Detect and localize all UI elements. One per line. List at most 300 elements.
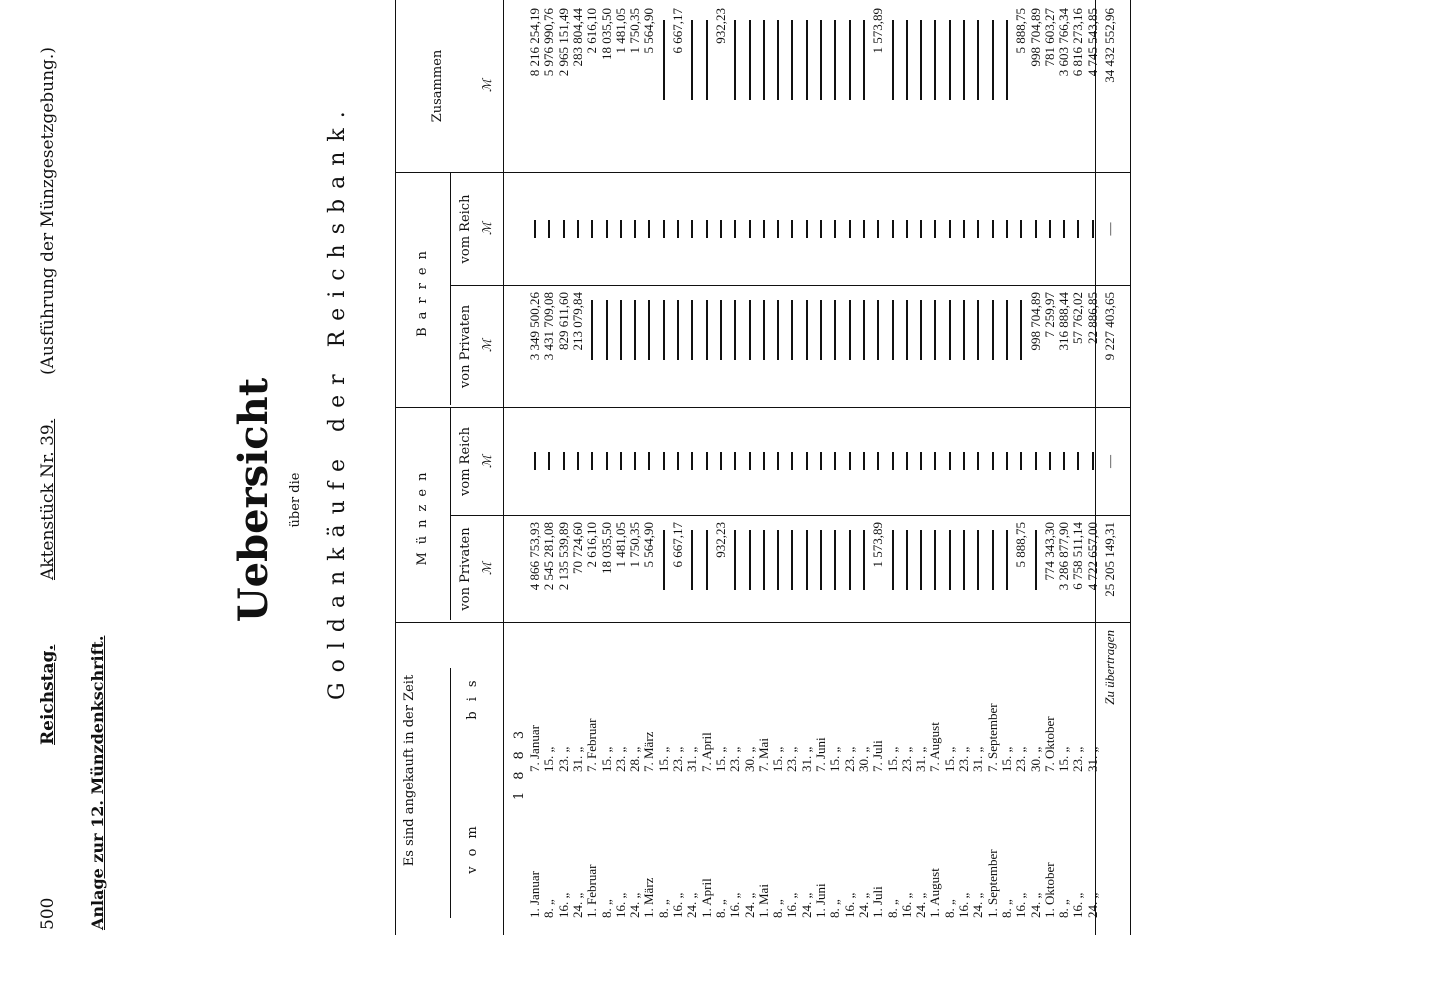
dash-mark xyxy=(992,20,994,100)
cell-zusammen xyxy=(986,8,1000,172)
dash-mark xyxy=(920,20,922,100)
table-row xyxy=(585,0,599,1000)
cell-muenzen-reich xyxy=(1014,408,1028,515)
cell-vom: 1. April xyxy=(698,878,714,918)
dash-mark xyxy=(934,20,936,100)
cell-vom: 1. September xyxy=(984,849,1000,918)
dash-mark xyxy=(591,300,593,360)
cell-bis: 23. „ xyxy=(784,746,800,772)
dash-mark xyxy=(906,220,908,238)
table-row xyxy=(1029,0,1043,1000)
cell-muenzen-reich xyxy=(757,408,771,515)
cell-barren-privaten xyxy=(957,292,971,407)
dash-mark xyxy=(777,20,779,100)
cell-bis: 7. Mai xyxy=(755,738,771,772)
cell-muenzen-reich xyxy=(1057,408,1071,515)
dash-mark xyxy=(734,530,736,590)
cell-barren-privaten xyxy=(642,292,656,407)
dash-mark xyxy=(1077,220,1079,238)
cell-vom: 8. „ xyxy=(541,899,557,918)
dash-mark xyxy=(863,300,865,360)
cell-bis: 23. „ xyxy=(841,746,857,772)
dash-mark xyxy=(1006,300,1008,360)
cell-vom: 24. „ xyxy=(1084,892,1100,918)
cell-muenzen-privaten: 2 545 281,08 xyxy=(541,522,557,591)
cell-bis: 15. „ xyxy=(827,746,843,772)
zusammen-header: Zusammen xyxy=(430,49,445,123)
bis-header: bis xyxy=(465,670,480,720)
cell-barren-reich xyxy=(886,173,900,285)
dash-mark xyxy=(892,220,894,238)
cell-bis: 23. „ xyxy=(956,746,971,772)
table-row xyxy=(728,0,742,1000)
cell-muenzen-reich xyxy=(1071,408,1085,515)
cell-bis: 15. „ xyxy=(655,746,671,772)
table-row xyxy=(1014,0,1028,1000)
dash-mark xyxy=(834,20,836,100)
table-row xyxy=(900,0,914,1000)
cell-muenzen-privaten xyxy=(757,522,771,622)
dash-mark xyxy=(834,300,836,360)
dash-mark xyxy=(1035,220,1037,238)
dash-mark xyxy=(877,452,879,470)
cell-zusammen xyxy=(1000,8,1014,172)
cell-muenzen-privaten: 1 750,35 xyxy=(627,522,643,568)
cell-muenzen-reich xyxy=(642,408,656,515)
cell-bis: 23. „ xyxy=(1013,746,1029,772)
cell-bis: 23. „ xyxy=(555,746,571,772)
cell-zusammen: 283 804,44 xyxy=(569,8,585,67)
dash-mark xyxy=(934,220,936,238)
cell-barren-privaten xyxy=(914,292,928,407)
dash-mark xyxy=(992,300,994,360)
cell-muenzen-privaten xyxy=(771,522,785,622)
dash-mark xyxy=(763,452,765,470)
dash-mark xyxy=(963,530,965,590)
cell-vom: 8. „ xyxy=(941,899,957,918)
cell-vom: 16. „ xyxy=(841,892,857,918)
table-row xyxy=(1071,0,1085,1000)
cell-barren-reich xyxy=(843,173,857,285)
dash-mark xyxy=(1035,452,1037,470)
dash-mark xyxy=(934,530,936,590)
cell-barren-privaten xyxy=(900,292,914,407)
cell-barren-reich xyxy=(557,173,571,285)
dash-mark xyxy=(791,452,793,470)
dash-mark xyxy=(806,300,808,360)
page-title: Uebersicht xyxy=(230,377,277,623)
muenzen-privaten-header: von Privaten xyxy=(458,527,473,611)
cell-bis: 31. „ xyxy=(913,746,929,772)
cell-zusammen: 4 745 543,85 xyxy=(1084,8,1100,77)
dash-mark xyxy=(1063,220,1065,238)
cell-bis: 7. Juni xyxy=(813,737,828,772)
digitization-note xyxy=(1412,0,1432,1000)
dash-mark xyxy=(591,452,593,470)
cell-barren-privaten xyxy=(585,292,599,407)
cell-barren-privaten xyxy=(986,292,1000,407)
dash-mark xyxy=(606,300,608,360)
cell-muenzen-reich xyxy=(1029,408,1043,515)
table-row xyxy=(928,0,942,1000)
table-row xyxy=(1086,0,1100,1000)
table-row xyxy=(785,0,799,1000)
table-row xyxy=(642,0,656,1000)
cell-zusammen: 6 816 273,16 xyxy=(1070,8,1086,77)
cell-bis: 7. März xyxy=(641,731,657,772)
dash-mark xyxy=(563,452,565,470)
cell-barren-reich xyxy=(800,173,814,285)
cell-bis: 7. April xyxy=(698,732,714,772)
dash-mark xyxy=(777,220,779,238)
cell-muenzen-reich xyxy=(585,408,599,515)
cell-muenzen-privaten xyxy=(900,522,914,622)
cell-muenzen-privaten: 1 481,05 xyxy=(612,522,628,568)
cell-vom: 24. „ xyxy=(627,892,643,918)
cell-zusammen xyxy=(886,8,900,172)
cell-muenzen-reich xyxy=(814,408,828,515)
cell-zusammen xyxy=(857,8,871,172)
cell-muenzen-privaten: 1 573,89 xyxy=(870,522,886,568)
table-row xyxy=(685,0,699,1000)
cell-barren-privaten xyxy=(757,292,771,407)
dash-mark xyxy=(820,452,822,470)
cell-barren-privaten xyxy=(928,292,942,407)
dash-mark xyxy=(720,452,722,470)
table-row xyxy=(943,0,957,1000)
cell-barren-privaten xyxy=(600,292,614,407)
cell-zusammen xyxy=(943,8,957,172)
cell-vom: 16. „ xyxy=(670,892,685,918)
dash-mark xyxy=(620,452,622,470)
cell-barren-reich xyxy=(528,173,542,285)
cell-barren-reich xyxy=(671,173,685,285)
cell-vom: 16. „ xyxy=(727,892,743,918)
dash-mark xyxy=(906,452,908,470)
dash-mark xyxy=(920,452,922,470)
dash-mark xyxy=(849,530,851,590)
cell-barren-privaten: 213 079,84 xyxy=(569,292,585,351)
cell-barren-privaten: 3 431 709,08 xyxy=(541,292,557,361)
cell-barren-privaten xyxy=(971,292,985,407)
dash-mark xyxy=(977,300,979,360)
cell-zusammen: 2 616,10 xyxy=(584,8,600,54)
cell-muenzen-privaten xyxy=(743,522,757,622)
cell-zusammen: 18 035,50 xyxy=(598,8,614,60)
cell-barren-reich xyxy=(928,173,942,285)
header-subject: (Ausführung der Münzgesetzgebung.) xyxy=(38,47,58,375)
table-row xyxy=(657,0,671,1000)
cell-barren-privaten: 998 704,89 xyxy=(1027,292,1043,351)
dash-mark xyxy=(749,300,751,360)
cell-muenzen-reich xyxy=(614,408,628,515)
cell-bis: 7. Januar xyxy=(527,725,542,772)
dash-mark xyxy=(920,300,922,360)
table-row xyxy=(557,0,571,1000)
dash-mark xyxy=(663,530,665,590)
cell-bis: 15. „ xyxy=(1056,746,1072,772)
cell-zusammen: 5 976 990,76 xyxy=(541,8,557,77)
dash-mark xyxy=(677,220,679,238)
dash-mark xyxy=(863,452,865,470)
dash-mark xyxy=(663,300,665,360)
table-row xyxy=(714,0,728,1000)
cell-muenzen-reich xyxy=(700,408,714,515)
header-reichstag: Reichstag. xyxy=(38,644,58,745)
cell-muenzen-reich xyxy=(771,408,785,515)
table-row xyxy=(914,0,928,1000)
dash-mark xyxy=(663,220,665,238)
dash-mark xyxy=(663,452,665,470)
dash-mark xyxy=(892,452,894,470)
cell-muenzen-privaten xyxy=(857,522,871,622)
table-row xyxy=(771,0,785,1000)
muenzen-reich-header: vom Reich xyxy=(458,427,473,496)
dash-mark xyxy=(892,530,894,590)
table-row xyxy=(971,0,985,1000)
cell-barren-reich xyxy=(685,173,699,285)
cell-muenzen-reich xyxy=(657,408,671,515)
cell-barren-reich xyxy=(642,173,656,285)
cell-muenzen-reich xyxy=(728,408,742,515)
cell-bis: 15. „ xyxy=(770,746,786,772)
dash-mark xyxy=(591,220,593,238)
dash-mark xyxy=(834,452,836,470)
dash-mark xyxy=(863,220,865,238)
cell-bis: 28. „ xyxy=(627,746,643,772)
dash-mark xyxy=(677,300,679,360)
cell-zusammen: 998 704,89 xyxy=(1027,8,1043,67)
cell-zusammen: 3 603 766,34 xyxy=(1056,8,1072,77)
cell-muenzen-privaten: 70 724,60 xyxy=(569,522,585,574)
cell-zusammen xyxy=(657,8,671,172)
anlage-heading: Anlage zur 12. Münzdenkschrift. xyxy=(88,635,107,930)
cell-barren-reich xyxy=(857,173,871,285)
dash-mark xyxy=(734,452,736,470)
cell-vom: 8. „ xyxy=(884,899,900,918)
dash-mark xyxy=(777,530,779,590)
title-ueber: über die xyxy=(288,472,303,528)
cell-barren-privaten: 22 886,85 xyxy=(1084,292,1100,344)
dash-mark xyxy=(648,300,650,360)
dash-mark xyxy=(706,20,708,100)
cell-barren-privaten xyxy=(857,292,871,407)
period-header: Es sind angekauft in der Zeit xyxy=(402,674,417,867)
dash-mark xyxy=(949,300,951,360)
cell-bis: 7. September xyxy=(984,703,1000,772)
dash-mark xyxy=(1006,20,1008,100)
cell-bis: 30. „ xyxy=(855,746,871,772)
cell-barren-reich xyxy=(700,173,714,285)
cell-vom: 24. „ xyxy=(741,892,757,918)
dash-mark xyxy=(992,530,994,590)
dash-mark xyxy=(992,452,994,470)
dash-mark xyxy=(1077,452,1079,470)
cell-zusammen xyxy=(928,8,942,172)
cell-bis: 15. „ xyxy=(998,746,1014,772)
cell-vom: 8. „ xyxy=(770,899,786,918)
cell-muenzen-privaten xyxy=(1000,522,1014,622)
dash-mark xyxy=(1035,530,1037,590)
dash-mark xyxy=(763,20,765,100)
unit-mark: ℳ xyxy=(480,339,494,352)
cell-barren-reich xyxy=(957,173,971,285)
cell-barren-reich xyxy=(714,173,728,285)
cell-muenzen-privaten xyxy=(800,522,814,622)
cell-vom: 8. „ xyxy=(712,899,728,918)
cell-muenzen-reich xyxy=(685,408,699,515)
dash-mark xyxy=(1020,300,1022,360)
cell-zusammen: 5 564,90 xyxy=(641,8,657,54)
dash-mark xyxy=(691,452,693,470)
cell-zusammen: 2 965 151,49 xyxy=(555,8,571,77)
cell-barren-reich xyxy=(585,173,599,285)
table-row xyxy=(628,0,642,1000)
cell-vom: 16. „ xyxy=(1070,892,1086,918)
table-row xyxy=(743,0,757,1000)
cell-muenzen-reich xyxy=(1000,408,1014,515)
cell-bis: 31. „ xyxy=(684,746,700,772)
cell-muenzen-privaten xyxy=(886,522,900,622)
year-label: 1883 xyxy=(512,718,527,800)
cell-muenzen-reich xyxy=(1043,408,1057,515)
dash-mark xyxy=(920,530,922,590)
cell-muenzen-reich xyxy=(943,408,957,515)
cell-muenzen-privaten: 2 616,10 xyxy=(584,522,600,568)
dash-mark xyxy=(820,530,822,590)
cell-muenzen-reich xyxy=(743,408,757,515)
dash-mark xyxy=(863,20,865,100)
barren-header: Barren xyxy=(415,243,430,337)
dash-mark xyxy=(877,300,879,360)
table-row xyxy=(1057,0,1071,1000)
cell-barren-privaten xyxy=(785,292,799,407)
table-row xyxy=(886,0,900,1000)
cell-bis: 31. „ xyxy=(798,746,814,772)
dash-mark xyxy=(691,300,693,360)
cell-muenzen-privaten xyxy=(843,522,857,622)
dash-mark xyxy=(1092,452,1094,470)
cell-muenzen-reich xyxy=(671,408,685,515)
dash-mark xyxy=(1020,452,1022,470)
table-row xyxy=(757,0,771,1000)
dash-mark xyxy=(834,220,836,238)
cell-zusammen: 781 603,27 xyxy=(1041,8,1057,67)
cell-muenzen-privaten: 3 286 877,90 xyxy=(1056,522,1072,591)
dash-mark xyxy=(892,20,894,100)
dash-mark xyxy=(634,452,636,470)
cell-muenzen-reich xyxy=(986,408,1000,515)
dash-mark xyxy=(663,20,665,100)
dash-mark xyxy=(963,300,965,360)
cell-bis: 7. Februar xyxy=(584,718,600,772)
dash-mark xyxy=(963,452,965,470)
dash-mark xyxy=(677,452,679,470)
dash-mark xyxy=(934,300,936,360)
dash-mark xyxy=(906,300,908,360)
cell-barren-privaten xyxy=(886,292,900,407)
cell-barren-privaten: 829 611,60 xyxy=(555,292,571,351)
cell-muenzen-reich xyxy=(971,408,985,515)
cell-muenzen-privaten xyxy=(914,522,928,622)
table-row xyxy=(800,0,814,1000)
dash-mark xyxy=(1063,452,1065,470)
dash-mark xyxy=(648,220,650,238)
dash-mark xyxy=(691,530,693,590)
cell-barren-privaten xyxy=(814,292,828,407)
totals-zusammen: 34 432 552,96 xyxy=(1102,8,1117,83)
dash-mark xyxy=(706,452,708,470)
table-row xyxy=(857,0,871,1000)
dash-mark xyxy=(877,220,879,238)
cell-vom: 24. „ xyxy=(913,892,929,918)
cell-muenzen-privaten xyxy=(928,522,942,622)
cell-bis: 15. „ xyxy=(941,746,957,772)
cell-barren-reich xyxy=(1086,173,1100,285)
header-aktenstueck: Aktenstück Nr. 39. xyxy=(38,418,58,580)
dash-mark xyxy=(806,452,808,470)
dash-mark xyxy=(949,452,951,470)
dash-mark xyxy=(548,220,550,238)
cell-zusammen: 1 573,89 xyxy=(870,8,886,54)
cell-muenzen-privaten xyxy=(1029,522,1043,622)
dash-mark xyxy=(963,20,965,100)
table-row xyxy=(986,0,1000,1000)
cell-barren-privaten xyxy=(1000,292,1014,407)
cell-barren-reich xyxy=(743,173,757,285)
cell-zusammen: 6 667,17 xyxy=(670,8,685,54)
cell-vom: 24. „ xyxy=(798,892,814,918)
cell-barren-reich xyxy=(943,173,957,285)
cell-vom: 16. „ xyxy=(898,892,914,918)
dash-mark xyxy=(992,220,994,238)
barren-reich-header: vom Reich xyxy=(458,194,473,264)
cell-bis: 23. „ xyxy=(670,746,685,772)
cell-zusammen: 8 216 254,19 xyxy=(527,8,542,77)
dash-mark xyxy=(977,530,979,590)
cell-vom: 1. August xyxy=(927,868,943,918)
cell-bis: 15. „ xyxy=(541,746,557,772)
dash-mark xyxy=(720,220,722,238)
cell-zusammen: 1 481,05 xyxy=(612,8,628,54)
dash-mark xyxy=(906,20,908,100)
totals-label: Zu übertragen xyxy=(1102,630,1117,705)
cell-barren-privaten xyxy=(800,292,814,407)
cell-bis: 7. Juli xyxy=(870,740,886,772)
cell-zusammen xyxy=(800,8,814,172)
cell-barren-privaten: 3 349 500,26 xyxy=(527,292,542,361)
cell-vom: 24. „ xyxy=(1027,892,1043,918)
cell-bis: 30. „ xyxy=(1027,746,1043,772)
dash-mark xyxy=(849,20,851,100)
cell-muenzen-reich xyxy=(843,408,857,515)
dash-mark xyxy=(763,300,765,360)
dash-mark xyxy=(977,20,979,100)
table-row xyxy=(614,0,628,1000)
dash-mark xyxy=(949,530,951,590)
cell-muenzen-reich xyxy=(528,408,542,515)
cell-barren-reich xyxy=(771,173,785,285)
cell-bis: 31. „ xyxy=(970,746,986,772)
cell-barren-privaten xyxy=(671,292,685,407)
cell-muenzen-privaten xyxy=(728,522,742,622)
dash-mark xyxy=(1006,452,1008,470)
cell-bis: 7. Oktober xyxy=(1041,716,1057,772)
cell-muenzen-reich xyxy=(857,408,871,515)
cell-barren-privaten xyxy=(700,292,714,407)
cell-muenzen-privaten xyxy=(828,522,842,622)
dash-mark xyxy=(691,220,693,238)
